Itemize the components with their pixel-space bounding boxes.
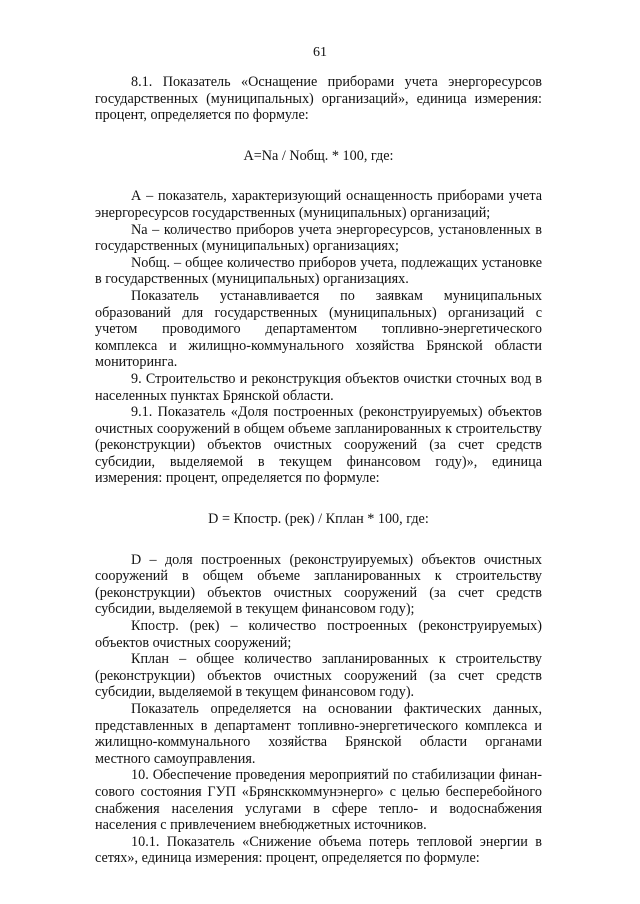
definition-d: D – доля построенных (реконструируемых) объектов очистных сооружений в общем объеме запланированных к строительству (реконструкции) объектов очистных сооружений (за счет средств субсидии, выделяемой в текущем финансовом году); — [95, 551, 542, 618]
definition-nobsch: Nобщ. – общее количество приборов учета, подлежащих установке в государственных (муниципальных) организациях. — [95, 254, 542, 288]
paragraph-indicator-determined: Показатель определяется на основании фактических данных, представленных в департамент топливно-энергетического комплекса и жилищно-коммунального хозяйства Брянской области органами местного самоуправления. — [95, 701, 542, 767]
paragraph-9: 9. Строительство и реконструкция объектов очистки сточных вод в населенных пунктах Брянской области. — [95, 370, 542, 404]
document-body — [95, 74, 542, 867]
definition-a: А – показатель, характеризующий оснащенность приборами учета энергоресурсов государственных (муниципальных) организаций; — [95, 188, 542, 221]
definition-kpostr: Кпостр. (рек) – количество построенных (реконструируемых) объектов очистных сооружений; — [95, 618, 542, 651]
paragraph-indicator-established: Показатель устанавливается по заявкам муниципальных образований для государственных (муниципальных) организаций с учетом проводимого департаментом топливно-энергетического комплекса и жилищно-коммунального хозяйства Брянской области мониторинга. — [95, 287, 542, 371]
definition-na: Na – количество приборов учета энергоресурсов, установленных в государственных (муниципальных) организациях; — [95, 221, 542, 255]
formula-a: А=Na / Nобщ. * 100, где: — [243, 147, 394, 164]
definition-kplan: Кплан – общее количество запланированных к строительству (реконструкции) объектов очистных сооружений (за счет средств субсидии, выделяемой в текущем финансовом году). — [95, 651, 542, 701]
paragraph-10-1: 10.1. Показатель «Снижение объема потерь тепловой энергии в сетях», единица измерения: процент, определяется по формуле: — [95, 833, 542, 867]
paragraph-9-1: 9.1. Показатель «Доля построенных (реконструируемых) объектов очистных сооружений в общем объеме запланированных к строительству (реконструкции) объектов очистных сооружений (за счет средств субсидии, выделяемой в текущем финансовом году)», единица измерения: процент, определяется по формуле: — [95, 404, 542, 487]
formula-d: D = Кпостр. (рек) / Кплан * 100, где: — [208, 511, 429, 528]
paragraph-8-1: 8.1. Показатель «Оснащение приборами учета энергоресурсов государственных (муниципальных) организаций», единица измерения: процент, определяется по формуле: — [95, 74, 542, 124]
page-number: 61 — [313, 45, 327, 60]
paragraph-10: 10. Обеспечение проведения мероприятий по стабилизации финансового состояния ГУП «Брянсккоммунэнерго» с целью бесперебойного снабжения населения услугами в сфере тепло- и водоснабжения населения с привлечением внебюджетных источников. — [95, 767, 542, 834]
